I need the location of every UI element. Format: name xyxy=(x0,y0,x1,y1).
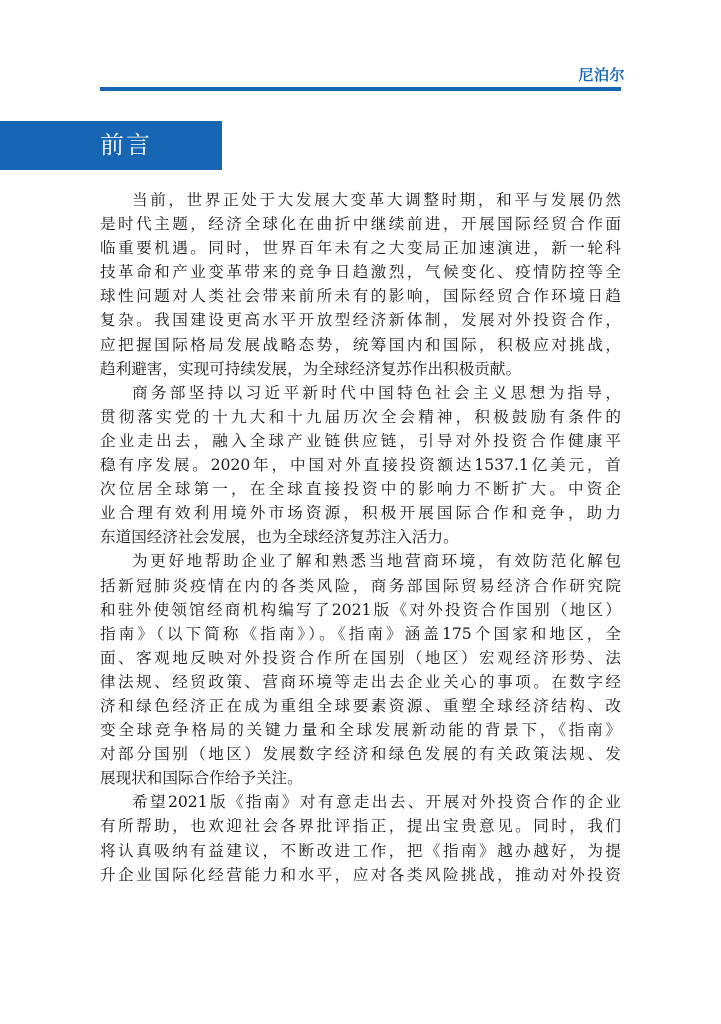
paragraph-1-line: 技革命和产业变革带来的竞争日趋激烈，气候变化、疫情防控等全 xyxy=(100,263,621,282)
paragraph-3-line: 和驻外使领馆经商机构编写了2021版《对外投资合作国别（地区） xyxy=(100,600,621,619)
paragraph-1-line: 球性问题对人类社会带来前所未有的影响，国际经贸合作环境日趋 xyxy=(100,287,621,306)
paragraph-3-line: 律法规、经贸政策、营商环境等走出去企业关心的事项。在数字经 xyxy=(100,672,621,691)
paragraph-4-line: 将认真吸纳有益建议，不断改进工作，把《指南》越办越好，为提 xyxy=(100,841,621,860)
paragraph-2-line: 东道国经济社会发展，也为全球经济复苏注入活力。 xyxy=(100,528,459,547)
paragraph-1-line: 临重要机遇。同时，世界百年未有之大变局正加速演进，新一轮科 xyxy=(100,239,621,258)
paragraph-1-line: 当前，世界正处于大发展大变革大调整时期，和平与发展仍然 xyxy=(132,191,621,209)
paragraph-2-line: 业合理有效利用境外市场资源，积极开展国际合作和竞争，助力 xyxy=(100,504,621,523)
paragraph-3-line: 展现状和国际合作给予关注。 xyxy=(100,769,303,788)
paragraph-2-line: 次位居全球第一，在全球直接投资中的影响力不断扩大。中资企 xyxy=(100,480,621,499)
paragraph-3-line: 括新冠肺炎疫情在内的各类风险，商务部国际贸易经济合作研究院 xyxy=(100,576,621,595)
paragraph-1-line: 是时代主题，经济全球化在曲折中继续前进，开展国际经贸合作面 xyxy=(100,215,621,234)
paragraph-1-line: 复杂。我国建设更高水平开放型经济新体制，发展对外投资合作， xyxy=(100,311,621,330)
header-country-label: 尼泊尔 xyxy=(578,66,625,84)
section-title: 前言 xyxy=(100,131,152,159)
paragraph-3-line: 面、客观地反映对外投资合作所在国别（地区）宏观经济形势、法 xyxy=(100,648,621,667)
paragraph-3-line: 指南》（以下简称《指南》）。《指南》涵盖175个国家和地区，全 xyxy=(100,624,621,643)
paragraph-3-line: 对部分国别（地区）发展数字经济和绿色发展的有关政策法规、发 xyxy=(100,745,621,764)
header-divider xyxy=(100,87,621,91)
paragraph-1-line: 应把握国际格局发展战略态势，统筹国内和国际，积极应对挑战， xyxy=(100,335,621,354)
paragraph-2-line: 稳有序发展。2020年，中国对外直接投资额达1537.1亿美元，首 xyxy=(100,456,621,475)
paragraph-2-line: 贯彻落实党的十九大和十九届历次全会精神，积极鼓励有条件的 xyxy=(100,407,621,426)
paragraph-3-line: 济和绿色经济正在成为重组全球要素资源、重塑全球经济结构、改 xyxy=(100,696,621,715)
paragraph-3-line: 变全球竞争格局的关键力量和全球发展新动能的背景下，《指南》 xyxy=(100,721,621,740)
body-text xyxy=(100,188,621,887)
paragraph-4-line: 希望2021版《指南》对有意走出去、开展对外投资合作的企业 xyxy=(132,793,621,812)
paragraph-4-line: 有所帮助，也欢迎社会各界批评指正，提出宝贵意见。同时，我们 xyxy=(100,817,621,836)
paragraph-4-line: 升企业国际化经营能力和水平，应对各类风险挑战，推动对外投资 xyxy=(100,865,621,884)
paragraph-3-line: 为更好地帮助企业了解和熟悉当地营商环境，有效防范化解包 xyxy=(132,552,621,571)
paragraph-2-line: 商务部坚持以习近平新时代中国特色社会主义思想为指导， xyxy=(132,383,621,402)
paragraph-1-line: 趋利避害，实现可持续发展，为全球经济复苏作出积极贡献。 xyxy=(100,359,522,378)
paragraph-2-line: 企业走出去，融入全球产业链供应链，引导对外投资合作健康平 xyxy=(100,431,621,450)
